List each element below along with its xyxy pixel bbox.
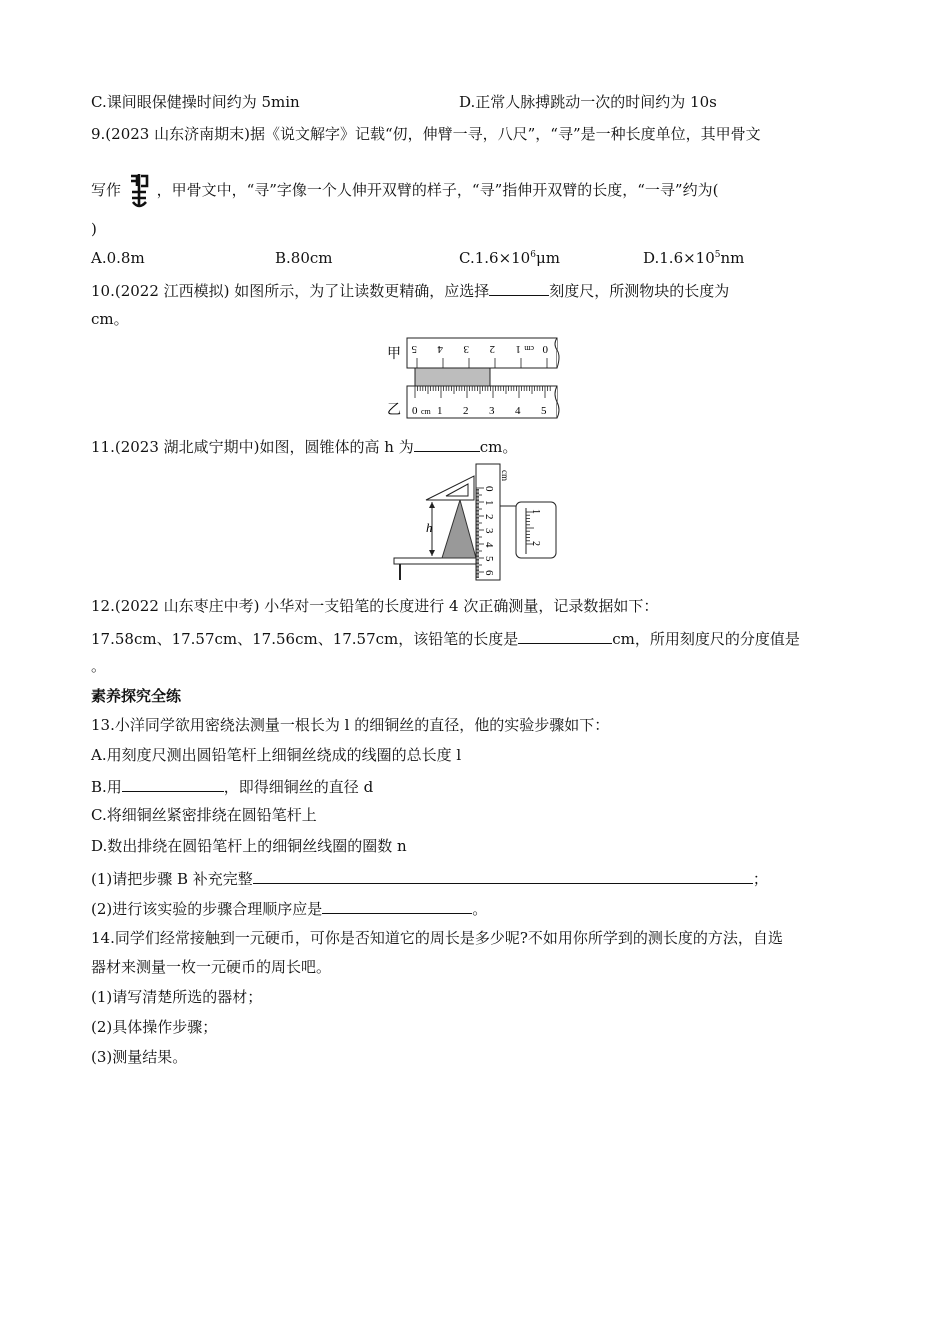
cone [442,500,476,558]
svg-text:4: 4 [483,542,495,548]
svg-text:1: 1 [483,500,495,506]
answer-blank[interactable] [253,867,753,884]
q9-option-d: $D.1.6\times 10^5nm$ [643,249,745,267]
answer-blank[interactable] [122,775,224,792]
q9-option-a: A.0.8m [91,249,145,267]
q9-option-c: $C.1.6\times 10^6\mu m$ [459,249,560,267]
q8-option-c: C.课间眼保健操时间约为 5min [91,93,300,111]
q13-sub1: (1)请把步骤 B 补充完整 ； [91,867,768,889]
q14-stem-line1: 14.同学们经常接触到一元硬币，可你是否知道它的周长是多少呢?不如用你所学到的测长度的方法，自选 [91,929,783,947]
svg-text:5: 5 [483,556,495,562]
svg-text:1: 1 [437,405,443,417]
section-title: 素养探究全练 [91,687,182,705]
svg-text:5: 5 [541,405,547,417]
svg-text:5: 5 [411,343,417,355]
q11-cone-figure [392,462,562,586]
q9-stem-line1: 9.(2023 山东济南期末)据《说文解字》记载“仞，伸臂一寻，八尺”，“寻”是一种长度单位，其甲骨文 [91,125,761,143]
q14-stem-line2: 器材来测量一枚一元硬币的周长吧。 [91,958,332,976]
svg-text:cm: cm [524,344,534,353]
q9-stem-line2 [91,172,718,210]
svg-text:0: 0 [483,486,495,492]
answer-blank[interactable] [322,897,472,914]
svg-text:cm: cm [421,407,431,416]
measured-block [415,368,490,386]
svg-text:2: 2 [483,514,495,520]
oracle-bone-glyph [128,172,150,210]
answer-blank[interactable] [414,435,480,452]
q13-step-a: A.用刻度尺测出圆铅笔杆上细铜丝绕成的线圈的总长度 l [91,746,462,764]
q13-step-d: D.数出排绕在圆铅笔杆上的细铜丝线圈的圈数 n [91,837,407,855]
q14-sub2: (2)具体操作步骤； [91,1018,218,1036]
svg-text:2: 2 [463,405,469,417]
q14-sub3: (3)测量结果。 [91,1048,188,1066]
svg-text:3: 3 [489,405,495,417]
svg-text:2: 2 [530,541,541,546]
answer-blank[interactable] [489,279,549,296]
svg-text:3: 3 [463,343,469,355]
q12-stem-line2: 17.58cm、17.57cm、17.56cm、17.57cm，该铅笔的长度是 cm，所用刻度尺的分度值是 [91,627,800,649]
h-label: h [426,520,433,535]
q10-ruler-figure [385,334,565,428]
svg-text:4: 4 [515,405,521,417]
svg-text:4: 4 [437,343,443,355]
svg-text:0: 0 [542,343,548,355]
q14-sub1: (1)请写清楚所选的器材； [91,988,263,1006]
svg-text:1: 1 [515,343,521,355]
ruler-b-label: 乙 [387,403,401,418]
q9-option-b: B.80cm [275,249,333,267]
q10-stem-line1: 10.(2022 江西模拟) 如图所示，为了让读数更精确，应选择 刻度尺，所测物块的长度为 [91,279,729,301]
svg-text:3: 3 [483,528,495,534]
ruler-a-label: 甲 [387,347,401,362]
svg-text:0: 0 [412,405,418,417]
q8-option-d: D.正常人脉搏跳动一次的时间约为 10s [459,93,717,111]
q13-step-b: B.用 ，即得细铜丝的直径 d [91,775,373,797]
q12-stem-line1: 12.(2022 山东枣庄中考) 小华对一支铅笔的长度进行 4 次正确测量，记录数据如下： [91,597,659,615]
svg-text:6: 6 [483,570,495,576]
q13-sub2: (2)进行该实验的步骤合理顺序应是 。 [91,897,487,919]
q12-stem-line3: 。 [91,657,107,675]
ruler-unit: cm [500,470,510,481]
svg-text:2: 2 [489,343,495,355]
q9-stem-line2-start: 写作 [91,181,122,199]
q10-stem-line2: cm。 [91,310,129,328]
q13-intro: 13.小洋同学欲用密绕法测量一根长为 l 的细铜丝的直径，他的实验步骤如下： [91,716,610,734]
q9-stem-line3: ) [91,220,97,238]
svg-text:1: 1 [530,509,541,514]
answer-blank[interactable] [518,627,612,644]
q13-step-c: C.将细铜丝紧密排绕在圆铅笔杆上 [91,806,317,824]
q9-stem-line2-end: ，甲骨文中，“寻”字像一个人伸开双臂的样子，“寻”指伸开双臂的长度，“一寻”约为( [156,181,719,199]
q11-stem: 11.(2023 湖北咸宁期中)如图，圆锥体的高 h 为 cm。 [91,435,517,457]
